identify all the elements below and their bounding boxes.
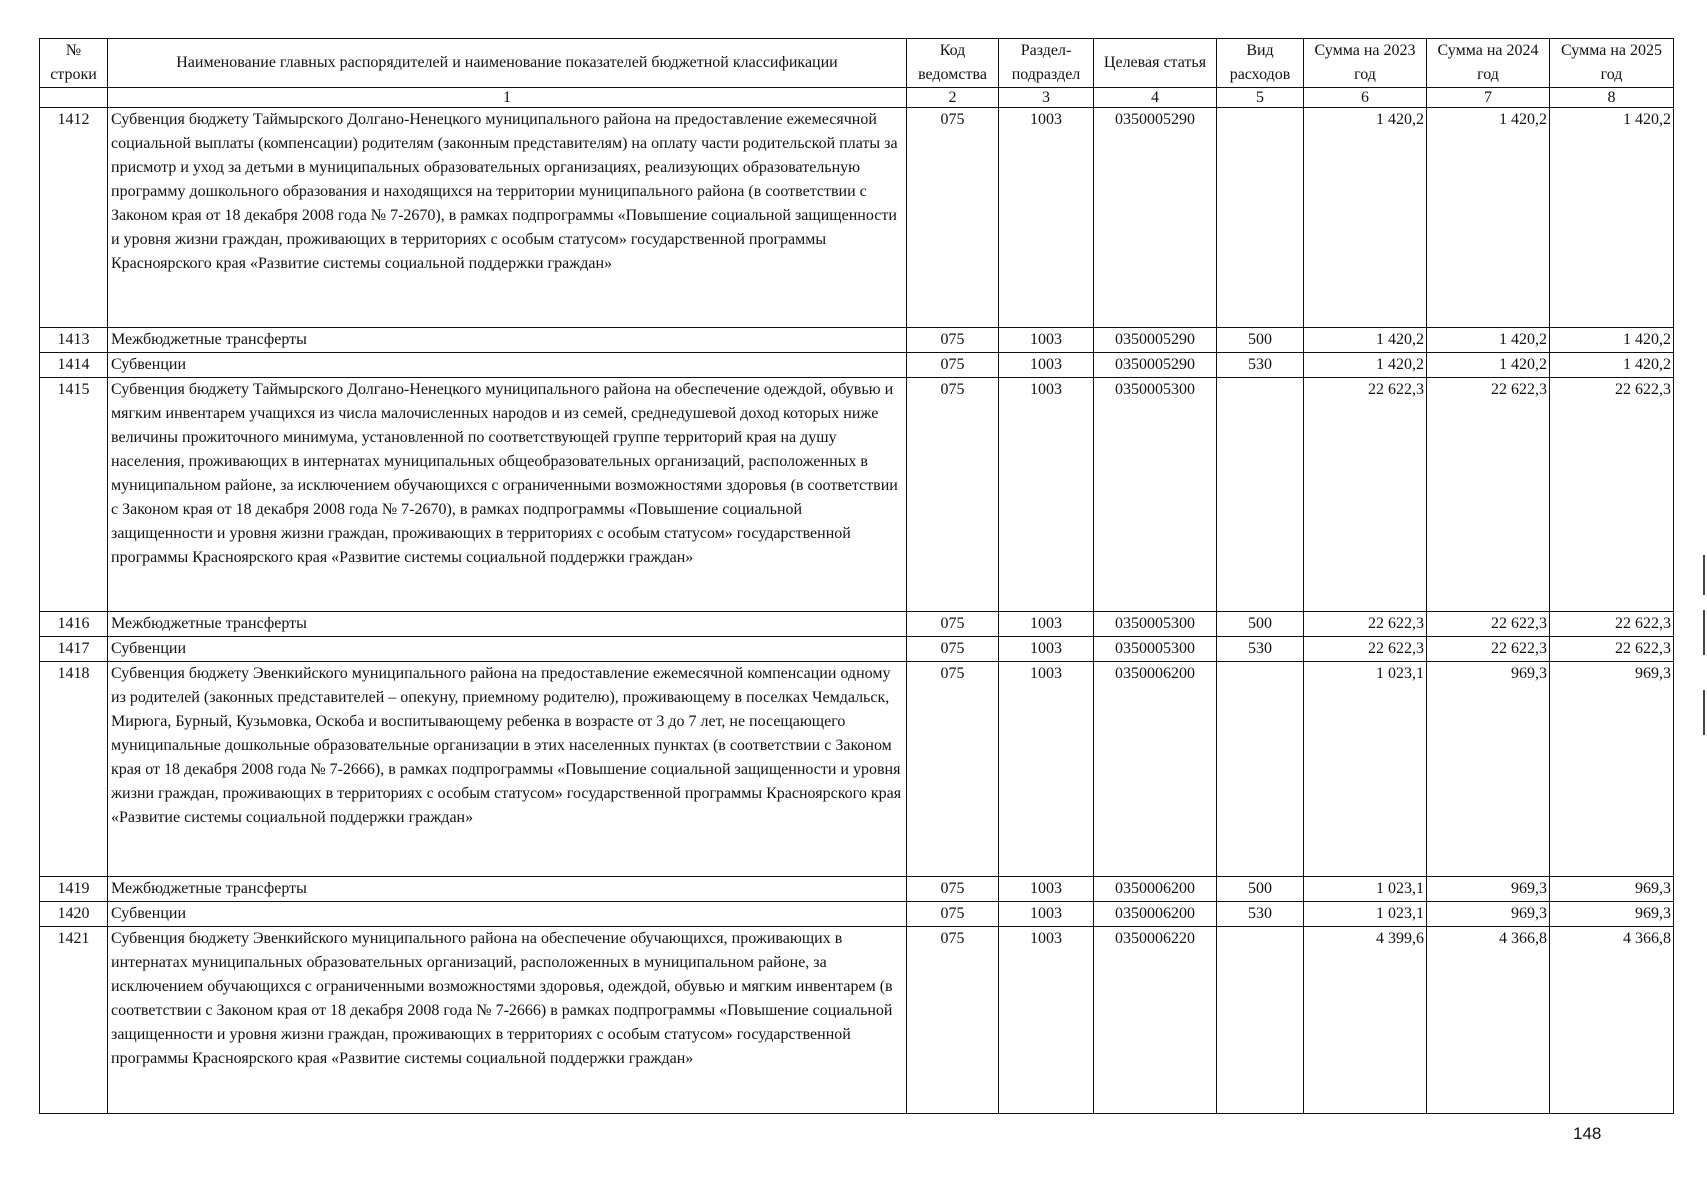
row-number: 1420	[40, 902, 108, 927]
header-section: Раздел-подраздел	[999, 39, 1094, 88]
column-number: 7	[1427, 88, 1550, 108]
row-name: Субвенции	[108, 637, 907, 662]
row-sum-2024: 4 366,8	[1427, 927, 1550, 1114]
header-sum-2024: Сумма на 2024 год	[1427, 39, 1550, 88]
row-dept-code: 075	[907, 328, 999, 353]
row-sum-2024: 22 622,3	[1427, 637, 1550, 662]
row-sum-2024: 22 622,3	[1427, 378, 1550, 612]
row-section: 1003	[999, 612, 1094, 637]
column-number: 1	[108, 88, 907, 108]
row-dept-code: 075	[907, 353, 999, 378]
header-row	[40, 39, 1674, 88]
column-number: 6	[1304, 88, 1427, 108]
row-dept-code: 075	[907, 877, 999, 902]
row-expense-type	[1217, 927, 1304, 1114]
row-sum-2025: 4 366,8	[1550, 927, 1674, 1114]
row-sum-2025: 1 420,2	[1550, 328, 1674, 353]
table-row	[40, 637, 1674, 662]
row-dept-code: 075	[907, 902, 999, 927]
row-section: 1003	[999, 637, 1094, 662]
row-sum-2025: 969,3	[1550, 662, 1674, 877]
row-sum-2023: 1 420,2	[1304, 353, 1427, 378]
row-sum-2025: 22 622,3	[1550, 378, 1674, 612]
header-name: Наименование главных распорядителей и наименование показателей бюджетной классификации	[108, 39, 907, 88]
row-target: 0350005290	[1094, 353, 1217, 378]
row-name: Субвенция бюджету Эвенкийского муниципального района на обеспечение обучающихся, проживающих в интернатах муниципальных образовательных организаций, расположенных в муниципальном районе, за исключением обучающихся с ограниченными возможностями здоровья, одеждой, обувью и мягким инвентарем (в соответствии с Законом края от 18 декабря 2008 года № 7-2666) в рамках подпрограммы «Повышение социальной защищенности и уровня жизни граждан, проживающих в территориях с особым статусом» государственной программы Красноярского края «Развитие системы социальной поддержки граждан»	[108, 927, 907, 1114]
row-target: 0350006220	[1094, 927, 1217, 1114]
row-number: 1416	[40, 612, 108, 637]
row-target: 0350005300	[1094, 612, 1217, 637]
column-number	[40, 88, 108, 108]
row-section: 1003	[999, 353, 1094, 378]
column-number-row	[40, 88, 1674, 108]
table-row	[40, 378, 1674, 612]
row-sum-2024: 1 420,2	[1427, 108, 1550, 328]
scan-edge-mark	[1703, 610, 1705, 655]
row-section: 1003	[999, 662, 1094, 877]
row-sum-2025: 1 420,2	[1550, 108, 1674, 328]
row-section: 1003	[999, 378, 1094, 612]
budget-table	[39, 38, 1674, 1114]
row-section: 1003	[999, 108, 1094, 328]
row-sum-2025: 969,3	[1550, 902, 1674, 927]
row-dept-code: 075	[907, 662, 999, 877]
row-name: Субвенции	[108, 902, 907, 927]
row-sum-2023: 1 420,2	[1304, 108, 1427, 328]
row-dept-code: 075	[907, 378, 999, 612]
row-sum-2024: 22 622,3	[1427, 612, 1550, 637]
column-number: 8	[1550, 88, 1674, 108]
header-sum-2023: Сумма на 2023 год	[1304, 39, 1427, 88]
row-number: 1421	[40, 927, 108, 1114]
row-sum-2025: 22 622,3	[1550, 637, 1674, 662]
row-expense-type: 500	[1217, 328, 1304, 353]
row-target: 0350006200	[1094, 662, 1217, 877]
row-name: Межбюджетные трансферты	[108, 612, 907, 637]
column-number: 4	[1094, 88, 1217, 108]
table-row	[40, 353, 1674, 378]
row-number: 1415	[40, 378, 108, 612]
row-dept-code: 075	[907, 637, 999, 662]
column-number: 3	[999, 88, 1094, 108]
row-sum-2023: 4 399,6	[1304, 927, 1427, 1114]
row-sum-2024: 1 420,2	[1427, 328, 1550, 353]
header-row-no: № строки	[40, 39, 108, 88]
row-name: Субвенции	[108, 353, 907, 378]
row-dept-code: 075	[907, 612, 999, 637]
scan-edge-mark	[1703, 555, 1705, 595]
row-name: Субвенция бюджету Таймырского Долгано-Ненецкого муниципального района на предоставление ежемесячной социальной выплаты (компенсации) родителям (законным представителям) на оплату части родительской платы за присмотр и уход за детьми в муниципальных образовательных организациях, реализующих образовательную программу дошкольного образования и находящихся на территории муниципального района (в соответствии с Законом края от 18 декабря 2008 года № 7-2670), в рамках подпрограммы «Повышение социальной защищенности и уровня жизни граждан, проживающих в территориях с особым статусом» государственной программы Красноярского края «Развитие системы социальной поддержки граждан»	[108, 108, 907, 328]
row-expense-type	[1217, 108, 1304, 328]
row-target: 0350005300	[1094, 637, 1217, 662]
row-sum-2025: 969,3	[1550, 877, 1674, 902]
row-number: 1412	[40, 108, 108, 328]
row-section: 1003	[999, 877, 1094, 902]
row-section: 1003	[999, 328, 1094, 353]
page-number: 148	[1573, 1124, 1602, 1143]
row-target: 0350006200	[1094, 877, 1217, 902]
row-expense-type	[1217, 662, 1304, 877]
column-number: 2	[907, 88, 999, 108]
table-row	[40, 612, 1674, 637]
row-sum-2025: 1 420,2	[1550, 353, 1674, 378]
row-sum-2023: 1 023,1	[1304, 662, 1427, 877]
table-row	[40, 328, 1674, 353]
row-target: 0350005300	[1094, 378, 1217, 612]
row-name: Субвенция бюджету Эвенкийского муниципального района на предоставление ежемесячной компенсации одному из родителей (законных представителей – опекуну, приемному родителю), проживающему в поселках Чемдальск, Мирюга, Бурный, Кузьмовка, Оскоба и воспитывающему ребенка в возрасте от 3 до 7 лет, не посещающего муниципальные дошкольные образовательные организации в этих населенных пунктах (в соответствии с Законом края от 18 декабря 2008 года № 7-2666), в рамках подпрограммы «Повышение социальной защищенности и уровня жизни граждан, проживающих в территориях с особым статусом» государственной программы Красноярского края «Развитие системы социальной поддержки граждан»	[108, 662, 907, 877]
row-name: Межбюджетные трансферты	[108, 328, 907, 353]
table-row	[40, 927, 1674, 1114]
row-expense-type: 530	[1217, 637, 1304, 662]
column-number: 5	[1217, 88, 1304, 108]
row-sum-2025: 22 622,3	[1550, 612, 1674, 637]
row-number: 1419	[40, 877, 108, 902]
row-sum-2024: 969,3	[1427, 662, 1550, 877]
row-expense-type: 500	[1217, 612, 1304, 637]
scan-edge-mark	[1703, 690, 1705, 735]
row-name: Межбюджетные трансферты	[108, 877, 907, 902]
row-sum-2023: 1 420,2	[1304, 328, 1427, 353]
row-number: 1417	[40, 637, 108, 662]
row-name: Субвенция бюджету Таймырского Долгано-Ненецкого муниципального района на обеспечение одеждой, обувью и мягким инвентарем учащихся из числа малочисленных народов и из семей, среднедушевой доход которых ниже величины прожиточного минимума, установленной по соответствующей группе территорий края на душу населения, проживающих в интернатах муниципальных общеобразовательных организаций, расположенных в муниципальном районе, за исключением обучающихся с ограниченными возможностями здоровья (в соответствии с Законом края от 18 декабря 2008 года № 7-2670), в рамках подпрограммы «Повышение социальной защищенности и уровня жизни граждан, проживающих в территориях с особым статусом» государственной программы Красноярского края «Развитие системы социальной поддержки граждан»	[108, 378, 907, 612]
table-row	[40, 902, 1674, 927]
header-sum-2025: Сумма на 2025 год	[1550, 39, 1674, 88]
row-section: 1003	[999, 902, 1094, 927]
row-sum-2023: 1 023,1	[1304, 902, 1427, 927]
table-row	[40, 877, 1674, 902]
row-expense-type	[1217, 378, 1304, 612]
table-row	[40, 108, 1674, 328]
row-sum-2023: 1 023,1	[1304, 877, 1427, 902]
row-sum-2023: 22 622,3	[1304, 637, 1427, 662]
row-sum-2024: 1 420,2	[1427, 353, 1550, 378]
table-row	[40, 662, 1674, 877]
row-sum-2023: 22 622,3	[1304, 612, 1427, 637]
row-dept-code: 075	[907, 108, 999, 328]
header-expense-type: Вид расходов	[1217, 39, 1304, 88]
row-expense-type: 530	[1217, 902, 1304, 927]
row-number: 1413	[40, 328, 108, 353]
row-sum-2024: 969,3	[1427, 877, 1550, 902]
row-sum-2023: 22 622,3	[1304, 378, 1427, 612]
row-section: 1003	[999, 927, 1094, 1114]
row-expense-type: 530	[1217, 353, 1304, 378]
row-target: 0350006200	[1094, 902, 1217, 927]
row-target: 0350005290	[1094, 108, 1217, 328]
row-expense-type: 500	[1217, 877, 1304, 902]
header-target: Целевая статья	[1094, 39, 1217, 88]
row-number: 1414	[40, 353, 108, 378]
row-target: 0350005290	[1094, 328, 1217, 353]
row-sum-2024: 969,3	[1427, 902, 1550, 927]
header-dept-code: Код ведомства	[907, 39, 999, 88]
row-dept-code: 075	[907, 927, 999, 1114]
row-number: 1418	[40, 662, 108, 877]
